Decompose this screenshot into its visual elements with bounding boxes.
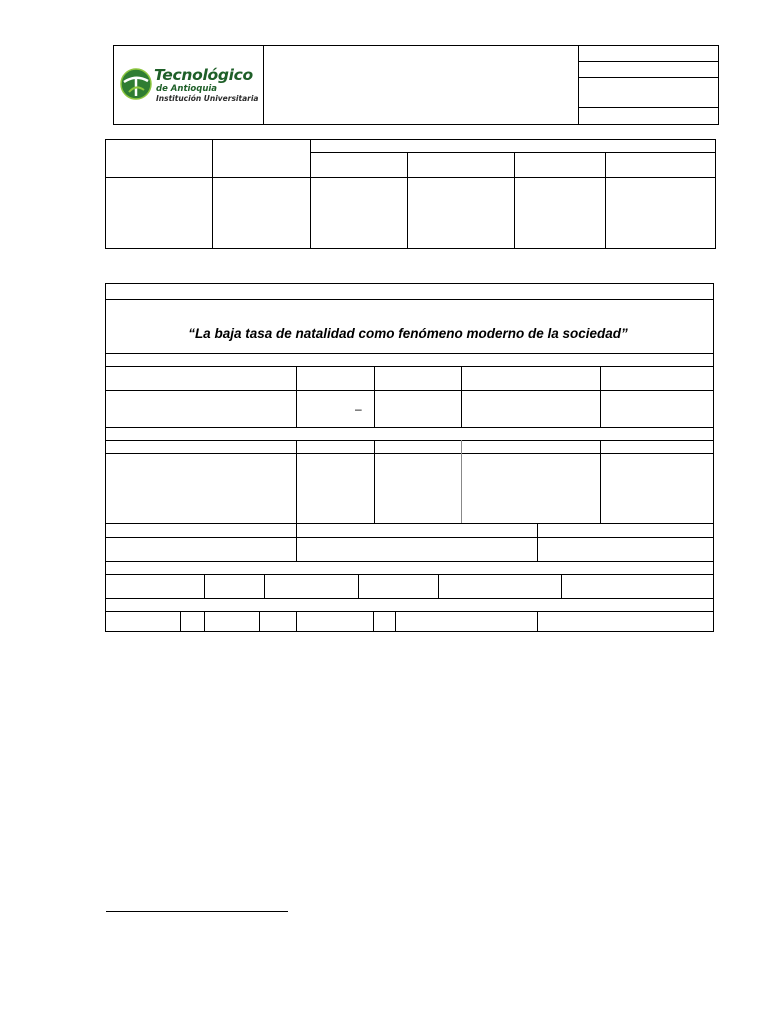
table-col-line	[605, 152, 606, 249]
form-col-line	[461, 366, 462, 427]
form-row-line	[105, 453, 714, 454]
table-col-line	[310, 139, 311, 249]
form-col-line	[561, 574, 562, 598]
form-col-line	[537, 611, 538, 632]
form-col-line	[296, 366, 297, 427]
logo-subtitle: de Antioquia	[156, 84, 218, 94]
form-row-line	[105, 427, 714, 428]
form-col-line	[296, 611, 297, 632]
form-col-line	[374, 366, 375, 427]
form-row-line	[105, 523, 714, 524]
logo-emblem-icon	[120, 68, 152, 100]
info-table	[105, 139, 716, 249]
form-col-line	[180, 611, 181, 632]
form-row-line	[105, 353, 714, 354]
form-row-line	[105, 598, 714, 599]
form-row-line	[105, 390, 714, 391]
form-col-line	[373, 611, 374, 632]
institution-logo	[120, 66, 260, 106]
document-title-cell	[105, 299, 714, 353]
form-col-line	[461, 440, 462, 523]
form-col-line	[204, 611, 205, 632]
document-header	[113, 45, 719, 125]
logo-title: Tecnológico	[154, 66, 253, 84]
header-row-line	[578, 61, 719, 62]
form-col-line	[358, 574, 359, 598]
form-col-line	[395, 611, 396, 632]
table-row-line	[310, 152, 716, 153]
document-title: “La baja tasa de natalidad como fenómeno moderno de la sociedad”	[188, 326, 628, 341]
header-divider	[263, 45, 264, 125]
table-col-line	[407, 152, 408, 249]
header-divider	[578, 45, 579, 125]
header-row-line	[578, 77, 719, 78]
form-col-line	[438, 574, 439, 598]
footnote-separator	[106, 911, 288, 912]
form-col-line	[374, 440, 375, 523]
form-row-line	[105, 366, 714, 367]
form-col-line	[600, 440, 601, 523]
form-col-line	[264, 574, 265, 598]
form-col-line	[600, 366, 601, 427]
form-row-line	[105, 574, 714, 575]
table-col-line	[212, 139, 213, 249]
form-row-line	[105, 611, 714, 612]
table-row-line	[105, 177, 716, 178]
logo-tagline: Institución Universitaria	[156, 94, 259, 103]
form-col-line	[204, 574, 205, 598]
form-col-line	[259, 611, 260, 632]
header-row-line	[578, 107, 719, 108]
form-row-line	[105, 561, 714, 562]
table-col-line	[514, 152, 515, 249]
form-row-line	[105, 537, 714, 538]
form-col-line	[296, 523, 297, 561]
form-col-line	[537, 523, 538, 561]
form-row-line	[105, 440, 714, 441]
form-col-line	[296, 440, 297, 523]
dash-mark: –	[355, 402, 362, 416]
